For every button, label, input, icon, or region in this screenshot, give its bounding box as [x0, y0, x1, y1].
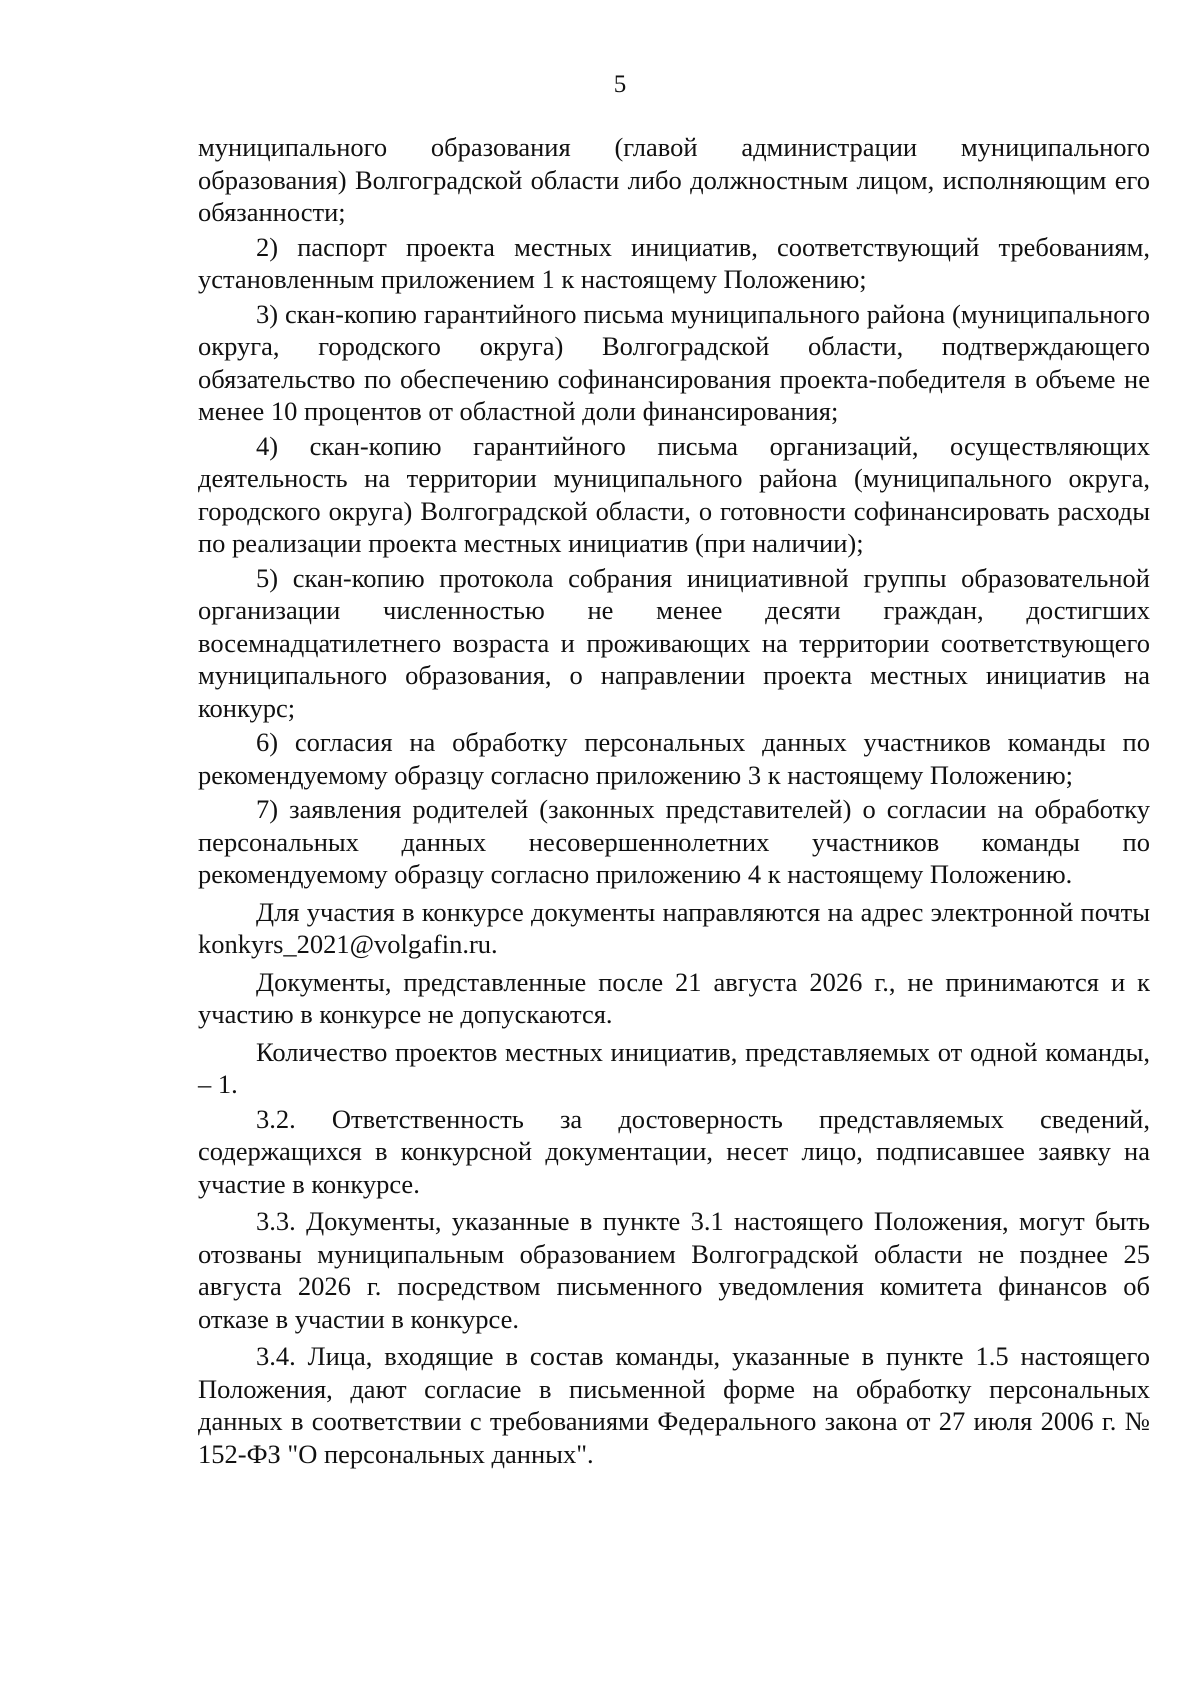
paragraph-deadline: Документы, представленные после 21 августа 2026 г., не принимаются и к участию в конкурсе не допускаются. [198, 966, 1150, 1029]
list-item-3: 3) скан-копию гарантийного письма муниципального района (муниципального округа, городского округа) Волгоградской области, подтверждающего обязательство по обеспечению софинансирования проекта-победителя в объеме не менее 10 процентов от областной доли финансирования; [198, 298, 1150, 426]
list-item-2: 2) паспорт проекта местных инициатив, соответствующий требованиям, установленным приложением 1 к настоящему Положению; [198, 231, 1150, 294]
section-3-3: 3.3. Документы, указанные в пункте 3.1 настоящего Положения, могут быть отозваны муниципальным образованием Волгоградской области не позднее 25 августа 2026 г. посредством письменного уведомления комитета финансов об отказе в участии в конкурсе. [198, 1206, 1150, 1334]
document-body [198, 131, 1150, 1470]
paragraph-email: Для участия в конкурсе документы направляются на адрес электронной почты konkyrs_2021@volgafin.ru. [198, 896, 1150, 959]
list-item-7: 7) заявления родителей (законных представителей) о согласии на обработку персональных данных несовершеннолетних участников команды по рекомендуемому образцу согласно приложению 4 к настоящему Положению. [198, 794, 1150, 889]
paragraph-continuation: муниципального образования (главой администрации муниципального образования) Волгоградской области либо должностным лицом, исполняющим его обязанности; [198, 132, 1150, 227]
list-item-4: 4) скан-копию гарантийного письма организаций, осуществляющих деятельность на территории муниципального района (муниципального округа, городского округа) Волгоградской области, о готовности софинансировать расходы по реализации проекта местных инициатив (при наличии); [198, 430, 1150, 558]
section-3-4: 3.4. Лица, входящие в состав команды, указанные в пункте 1.5 настоящего Положения, дают согласие в письменной форме на обработку персональных данных в соответствии с требованиями Федерального закона от 27 июля 2006 г. № 152-ФЗ "О персональных данных". [198, 1341, 1150, 1469]
list-item-5: 5) скан-копию протокола собрания инициативной группы образовательной организации численностью не менее десяти граждан, достигших восемнадцатилетнего возраста и проживающих на территории соответствующего муниципального образования, о направлении проекта местных инициатив на конкурс; [198, 562, 1150, 723]
section-3-2: 3.2. Ответственность за достоверность представляемых сведений, содержащихся в конкурсной документации, несет лицо, подписавшее заявку на участие в конкурсе. [198, 1103, 1150, 1199]
list-item-6: 6) согласия на обработку персональных данных участников команды по рекомендуемому образцу согласно приложению 3 к настоящему Положению; [198, 727, 1150, 790]
paragraph-project-count: Количество проектов местных инициатив, представляемых от одной команды, – 1. [198, 1036, 1150, 1099]
page-number: 5 [613, 71, 627, 98]
